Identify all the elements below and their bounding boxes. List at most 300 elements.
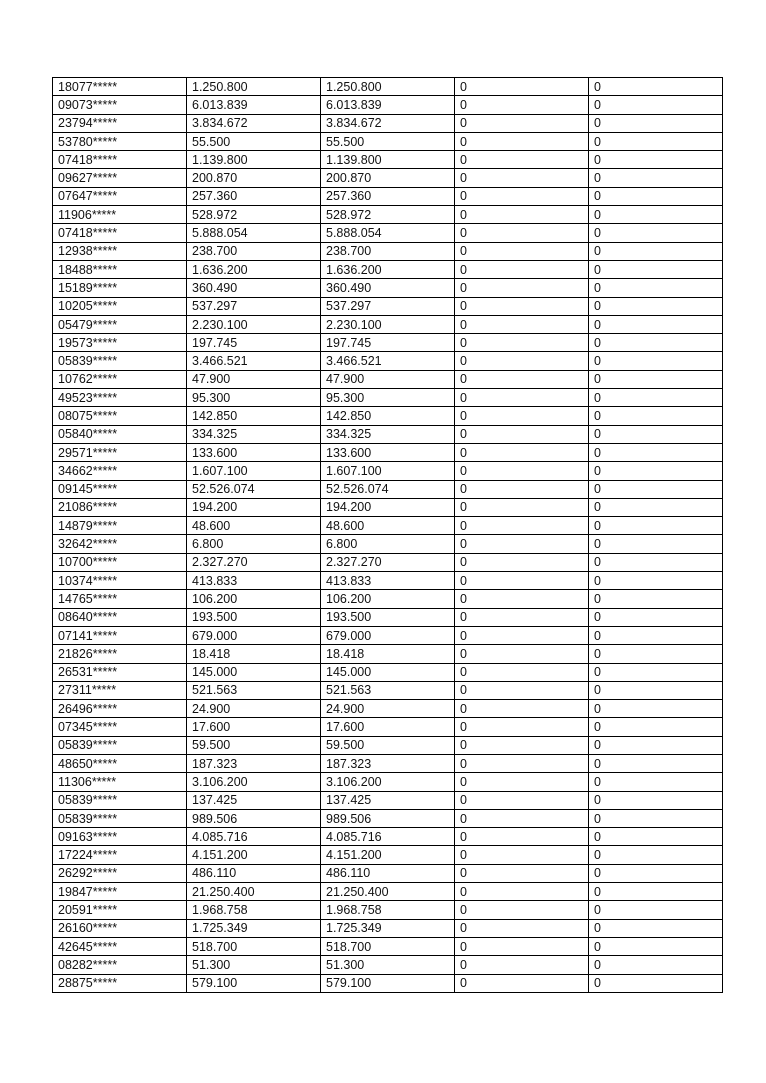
id-cell: 29571*****: [53, 443, 187, 461]
zero-cell-a: 0: [455, 334, 589, 352]
amount-repeat-cell: 106.200: [321, 590, 455, 608]
amount-repeat-cell: 1.725.349: [321, 919, 455, 937]
amount-repeat-cell: 486.110: [321, 864, 455, 882]
zero-cell-a: 0: [455, 773, 589, 791]
amount-cell: 21.250.400: [187, 883, 321, 901]
zero-cell-a: 0: [455, 626, 589, 644]
table-row: [53, 389, 723, 407]
id-cell: 09163*****: [53, 828, 187, 846]
zero-cell-a: 0: [455, 498, 589, 516]
amount-repeat-cell: 4.085.716: [321, 828, 455, 846]
id-cell: 10205*****: [53, 297, 187, 315]
table-row: [53, 96, 723, 114]
zero-cell-a: 0: [455, 169, 589, 187]
zero-cell-b: 0: [589, 791, 723, 809]
table-row: [53, 553, 723, 571]
amount-repeat-cell: 3.106.200: [321, 773, 455, 791]
id-cell: 08075*****: [53, 407, 187, 425]
zero-cell-a: 0: [455, 608, 589, 626]
zero-cell-b: 0: [589, 754, 723, 772]
table-row: [53, 809, 723, 827]
table-row: [53, 462, 723, 480]
id-cell: 11306*****: [53, 773, 187, 791]
table-row: [53, 480, 723, 498]
amount-cell: 1.636.200: [187, 260, 321, 278]
amount-cell: 47.900: [187, 370, 321, 388]
zero-cell-a: 0: [455, 937, 589, 955]
amount-repeat-cell: 528.972: [321, 206, 455, 224]
amount-cell: 51.300: [187, 956, 321, 974]
amount-cell: 360.490: [187, 279, 321, 297]
amount-repeat-cell: 334.325: [321, 425, 455, 443]
amount-repeat-cell: 360.490: [321, 279, 455, 297]
amount-repeat-cell: 2.327.270: [321, 553, 455, 571]
zero-cell-b: 0: [589, 846, 723, 864]
zero-cell-a: 0: [455, 736, 589, 754]
amount-cell: 1.139.800: [187, 151, 321, 169]
id-cell: 26160*****: [53, 919, 187, 937]
table-row: [53, 754, 723, 772]
zero-cell-b: 0: [589, 169, 723, 187]
zero-cell-a: 0: [455, 846, 589, 864]
amount-repeat-cell: 1.139.800: [321, 151, 455, 169]
amount-cell: 6.800: [187, 535, 321, 553]
zero-cell-b: 0: [589, 315, 723, 333]
zero-cell-b: 0: [589, 407, 723, 425]
zero-cell-b: 0: [589, 590, 723, 608]
zero-cell-b: 0: [589, 626, 723, 644]
table-row: [53, 224, 723, 242]
amount-cell: 187.323: [187, 754, 321, 772]
zero-cell-b: 0: [589, 663, 723, 681]
table-row: [53, 974, 723, 992]
zero-cell-a: 0: [455, 864, 589, 882]
amount-cell: 1.250.800: [187, 78, 321, 96]
zero-cell-b: 0: [589, 700, 723, 718]
id-cell: 14879*****: [53, 517, 187, 535]
zero-cell-b: 0: [589, 389, 723, 407]
amount-repeat-cell: 2.230.100: [321, 315, 455, 333]
table-row: [53, 78, 723, 96]
zero-cell-b: 0: [589, 370, 723, 388]
amount-repeat-cell: 24.900: [321, 700, 455, 718]
amount-cell: 989.506: [187, 809, 321, 827]
amount-cell: 3.106.200: [187, 773, 321, 791]
amount-cell: 145.000: [187, 663, 321, 681]
amount-cell: 133.600: [187, 443, 321, 461]
zero-cell-b: 0: [589, 718, 723, 736]
zero-cell-a: 0: [455, 315, 589, 333]
zero-cell-a: 0: [455, 114, 589, 132]
table-row: [53, 645, 723, 663]
id-cell: 32642*****: [53, 535, 187, 553]
amount-cell: 48.600: [187, 517, 321, 535]
table-row: [53, 572, 723, 590]
table-row: [53, 736, 723, 754]
id-cell: 07345*****: [53, 718, 187, 736]
amount-cell: 3.466.521: [187, 352, 321, 370]
id-cell: 49523*****: [53, 389, 187, 407]
id-cell: 05840*****: [53, 425, 187, 443]
zero-cell-b: 0: [589, 736, 723, 754]
zero-cell-b: 0: [589, 260, 723, 278]
table-row: [53, 517, 723, 535]
id-cell: 48650*****: [53, 754, 187, 772]
amount-repeat-cell: 1.250.800: [321, 78, 455, 96]
zero-cell-a: 0: [455, 224, 589, 242]
amount-cell: 18.418: [187, 645, 321, 663]
id-cell: 07141*****: [53, 626, 187, 644]
amount-repeat-cell: 1.968.758: [321, 901, 455, 919]
amount-repeat-cell: 6.800: [321, 535, 455, 553]
zero-cell-a: 0: [455, 791, 589, 809]
amount-repeat-cell: 145.000: [321, 663, 455, 681]
table-row: [53, 132, 723, 150]
table-row: [53, 279, 723, 297]
zero-cell-a: 0: [455, 700, 589, 718]
zero-cell-b: 0: [589, 974, 723, 992]
amount-repeat-cell: 51.300: [321, 956, 455, 974]
id-cell: 09073*****: [53, 96, 187, 114]
zero-cell-b: 0: [589, 919, 723, 937]
amount-repeat-cell: 18.418: [321, 645, 455, 663]
id-cell: 10374*****: [53, 572, 187, 590]
zero-cell-b: 0: [589, 334, 723, 352]
table-row: [53, 407, 723, 425]
zero-cell-a: 0: [455, 297, 589, 315]
amount-repeat-cell: 1.607.100: [321, 462, 455, 480]
id-cell: 15189*****: [53, 279, 187, 297]
amount-repeat-cell: 3.466.521: [321, 352, 455, 370]
amount-repeat-cell: 989.506: [321, 809, 455, 827]
amount-cell: 257.360: [187, 187, 321, 205]
table-row: [53, 114, 723, 132]
zero-cell-b: 0: [589, 187, 723, 205]
amount-cell: 413.833: [187, 572, 321, 590]
amount-cell: 24.900: [187, 700, 321, 718]
zero-cell-a: 0: [455, 681, 589, 699]
amount-cell: 537.297: [187, 297, 321, 315]
table-row: [53, 773, 723, 791]
zero-cell-a: 0: [455, 956, 589, 974]
id-cell: 17224*****: [53, 846, 187, 864]
id-cell: 26496*****: [53, 700, 187, 718]
zero-cell-b: 0: [589, 828, 723, 846]
zero-cell-a: 0: [455, 718, 589, 736]
table-row: [53, 206, 723, 224]
table-row: [53, 791, 723, 809]
zero-cell-a: 0: [455, 425, 589, 443]
data-table: [52, 77, 723, 993]
id-cell: 11906*****: [53, 206, 187, 224]
table-row: [53, 352, 723, 370]
zero-cell-a: 0: [455, 754, 589, 772]
amount-repeat-cell: 187.323: [321, 754, 455, 772]
zero-cell-b: 0: [589, 96, 723, 114]
table-row: [53, 151, 723, 169]
zero-cell-b: 0: [589, 956, 723, 974]
table-row: [53, 901, 723, 919]
zero-cell-b: 0: [589, 151, 723, 169]
amount-repeat-cell: 518.700: [321, 937, 455, 955]
zero-cell-b: 0: [589, 242, 723, 260]
amount-repeat-cell: 47.900: [321, 370, 455, 388]
id-cell: 18077*****: [53, 78, 187, 96]
amount-cell: 194.200: [187, 498, 321, 516]
table-row: [53, 535, 723, 553]
amount-cell: 197.745: [187, 334, 321, 352]
amount-repeat-cell: 95.300: [321, 389, 455, 407]
zero-cell-a: 0: [455, 78, 589, 96]
zero-cell-b: 0: [589, 443, 723, 461]
amount-repeat-cell: 679.000: [321, 626, 455, 644]
amount-repeat-cell: 59.500: [321, 736, 455, 754]
zero-cell-b: 0: [589, 114, 723, 132]
id-cell: 07418*****: [53, 224, 187, 242]
zero-cell-a: 0: [455, 517, 589, 535]
zero-cell-b: 0: [589, 498, 723, 516]
amount-cell: 142.850: [187, 407, 321, 425]
zero-cell-a: 0: [455, 352, 589, 370]
id-cell: 18488*****: [53, 260, 187, 278]
amount-cell: 238.700: [187, 242, 321, 260]
id-cell: 20591*****: [53, 901, 187, 919]
zero-cell-a: 0: [455, 260, 589, 278]
amount-repeat-cell: 133.600: [321, 443, 455, 461]
table-row: [53, 718, 723, 736]
id-cell: 05839*****: [53, 809, 187, 827]
id-cell: 19573*****: [53, 334, 187, 352]
amount-cell: 17.600: [187, 718, 321, 736]
table-row: [53, 828, 723, 846]
zero-cell-a: 0: [455, 809, 589, 827]
table-row: [53, 260, 723, 278]
amount-repeat-cell: 5.888.054: [321, 224, 455, 242]
zero-cell-a: 0: [455, 645, 589, 663]
id-cell: 26292*****: [53, 864, 187, 882]
amount-repeat-cell: 193.500: [321, 608, 455, 626]
zero-cell-b: 0: [589, 864, 723, 882]
amount-repeat-cell: 48.600: [321, 517, 455, 535]
zero-cell-a: 0: [455, 974, 589, 992]
id-cell: 05839*****: [53, 352, 187, 370]
amount-cell: 521.563: [187, 681, 321, 699]
id-cell: 26531*****: [53, 663, 187, 681]
amount-cell: 59.500: [187, 736, 321, 754]
table-row: [53, 498, 723, 516]
id-cell: 08282*****: [53, 956, 187, 974]
table-row: [53, 297, 723, 315]
table-row: [53, 590, 723, 608]
table-row: [53, 242, 723, 260]
zero-cell-a: 0: [455, 242, 589, 260]
table-row: [53, 334, 723, 352]
zero-cell-b: 0: [589, 425, 723, 443]
zero-cell-b: 0: [589, 78, 723, 96]
id-cell: 28875*****: [53, 974, 187, 992]
table-row: [53, 443, 723, 461]
id-cell: 14765*****: [53, 590, 187, 608]
amount-repeat-cell: 142.850: [321, 407, 455, 425]
amount-cell: 1.725.349: [187, 919, 321, 937]
zero-cell-b: 0: [589, 883, 723, 901]
id-cell: 05839*****: [53, 791, 187, 809]
id-cell: 05839*****: [53, 736, 187, 754]
amount-repeat-cell: 52.526.074: [321, 480, 455, 498]
zero-cell-b: 0: [589, 462, 723, 480]
table-row: [53, 846, 723, 864]
id-cell: 27311*****: [53, 681, 187, 699]
zero-cell-a: 0: [455, 407, 589, 425]
id-cell: 21826*****: [53, 645, 187, 663]
zero-cell-a: 0: [455, 132, 589, 150]
amount-repeat-cell: 21.250.400: [321, 883, 455, 901]
amount-cell: 679.000: [187, 626, 321, 644]
amount-repeat-cell: 257.360: [321, 187, 455, 205]
amount-cell: 106.200: [187, 590, 321, 608]
zero-cell-b: 0: [589, 572, 723, 590]
table-row: [53, 919, 723, 937]
amount-cell: 200.870: [187, 169, 321, 187]
id-cell: 10762*****: [53, 370, 187, 388]
id-cell: 21086*****: [53, 498, 187, 516]
zero-cell-a: 0: [455, 462, 589, 480]
amount-cell: 528.972: [187, 206, 321, 224]
table-row: [53, 700, 723, 718]
table-row: [53, 663, 723, 681]
zero-cell-b: 0: [589, 553, 723, 571]
id-cell: 19847*****: [53, 883, 187, 901]
amount-cell: 486.110: [187, 864, 321, 882]
zero-cell-a: 0: [455, 535, 589, 553]
table-row: [53, 187, 723, 205]
amount-cell: 3.834.672: [187, 114, 321, 132]
id-cell: 53780*****: [53, 132, 187, 150]
zero-cell-a: 0: [455, 553, 589, 571]
id-cell: 10700*****: [53, 553, 187, 571]
zero-cell-a: 0: [455, 151, 589, 169]
amount-repeat-cell: 521.563: [321, 681, 455, 699]
amount-cell: 6.013.839: [187, 96, 321, 114]
amount-repeat-cell: 17.600: [321, 718, 455, 736]
zero-cell-a: 0: [455, 389, 589, 407]
table-row: [53, 608, 723, 626]
zero-cell-a: 0: [455, 663, 589, 681]
zero-cell-b: 0: [589, 937, 723, 955]
table-row: [53, 864, 723, 882]
zero-cell-a: 0: [455, 370, 589, 388]
zero-cell-a: 0: [455, 883, 589, 901]
zero-cell-b: 0: [589, 773, 723, 791]
zero-cell-a: 0: [455, 919, 589, 937]
id-cell: 07647*****: [53, 187, 187, 205]
amount-repeat-cell: 413.833: [321, 572, 455, 590]
amount-cell: 518.700: [187, 937, 321, 955]
zero-cell-b: 0: [589, 279, 723, 297]
amount-cell: 137.425: [187, 791, 321, 809]
zero-cell-a: 0: [455, 279, 589, 297]
id-cell: 09627*****: [53, 169, 187, 187]
table-row: [53, 937, 723, 955]
amount-cell: 579.100: [187, 974, 321, 992]
zero-cell-b: 0: [589, 480, 723, 498]
id-cell: 42645*****: [53, 937, 187, 955]
zero-cell-a: 0: [455, 828, 589, 846]
zero-cell-b: 0: [589, 535, 723, 553]
zero-cell-b: 0: [589, 224, 723, 242]
id-cell: 09145*****: [53, 480, 187, 498]
id-cell: 08640*****: [53, 608, 187, 626]
amount-repeat-cell: 6.013.839: [321, 96, 455, 114]
table-row: [53, 315, 723, 333]
table-row: [53, 370, 723, 388]
table-row: [53, 425, 723, 443]
amount-repeat-cell: 4.151.200: [321, 846, 455, 864]
amount-cell: 4.151.200: [187, 846, 321, 864]
amount-cell: 193.500: [187, 608, 321, 626]
zero-cell-b: 0: [589, 809, 723, 827]
zero-cell-b: 0: [589, 132, 723, 150]
zero-cell-a: 0: [455, 572, 589, 590]
table-row: [53, 883, 723, 901]
table-row: [53, 956, 723, 974]
amount-cell: 95.300: [187, 389, 321, 407]
zero-cell-b: 0: [589, 352, 723, 370]
amount-cell: 2.327.270: [187, 553, 321, 571]
amount-cell: 2.230.100: [187, 315, 321, 333]
zero-cell-b: 0: [589, 297, 723, 315]
amount-repeat-cell: 1.636.200: [321, 260, 455, 278]
amount-repeat-cell: 537.297: [321, 297, 455, 315]
id-cell: 23794*****: [53, 114, 187, 132]
table-row: [53, 626, 723, 644]
zero-cell-a: 0: [455, 901, 589, 919]
zero-cell-a: 0: [455, 480, 589, 498]
amount-cell: 334.325: [187, 425, 321, 443]
id-cell: 12938*****: [53, 242, 187, 260]
zero-cell-a: 0: [455, 443, 589, 461]
amount-repeat-cell: 194.200: [321, 498, 455, 516]
amount-repeat-cell: 3.834.672: [321, 114, 455, 132]
amount-cell: 1.607.100: [187, 462, 321, 480]
zero-cell-a: 0: [455, 96, 589, 114]
table-row: [53, 681, 723, 699]
amount-repeat-cell: 137.425: [321, 791, 455, 809]
zero-cell-b: 0: [589, 681, 723, 699]
zero-cell-b: 0: [589, 645, 723, 663]
amount-cell: 52.526.074: [187, 480, 321, 498]
id-cell: 05479*****: [53, 315, 187, 333]
zero-cell-a: 0: [455, 187, 589, 205]
zero-cell-a: 0: [455, 206, 589, 224]
amount-repeat-cell: 579.100: [321, 974, 455, 992]
amount-cell: 1.968.758: [187, 901, 321, 919]
zero-cell-b: 0: [589, 206, 723, 224]
zero-cell-b: 0: [589, 608, 723, 626]
zero-cell-b: 0: [589, 901, 723, 919]
table-body: [53, 78, 723, 993]
amount-repeat-cell: 200.870: [321, 169, 455, 187]
amount-repeat-cell: 55.500: [321, 132, 455, 150]
amount-cell: 5.888.054: [187, 224, 321, 242]
amount-cell: 55.500: [187, 132, 321, 150]
amount-repeat-cell: 238.700: [321, 242, 455, 260]
amount-repeat-cell: 197.745: [321, 334, 455, 352]
table-row: [53, 169, 723, 187]
zero-cell-b: 0: [589, 517, 723, 535]
id-cell: 07418*****: [53, 151, 187, 169]
id-cell: 34662*****: [53, 462, 187, 480]
